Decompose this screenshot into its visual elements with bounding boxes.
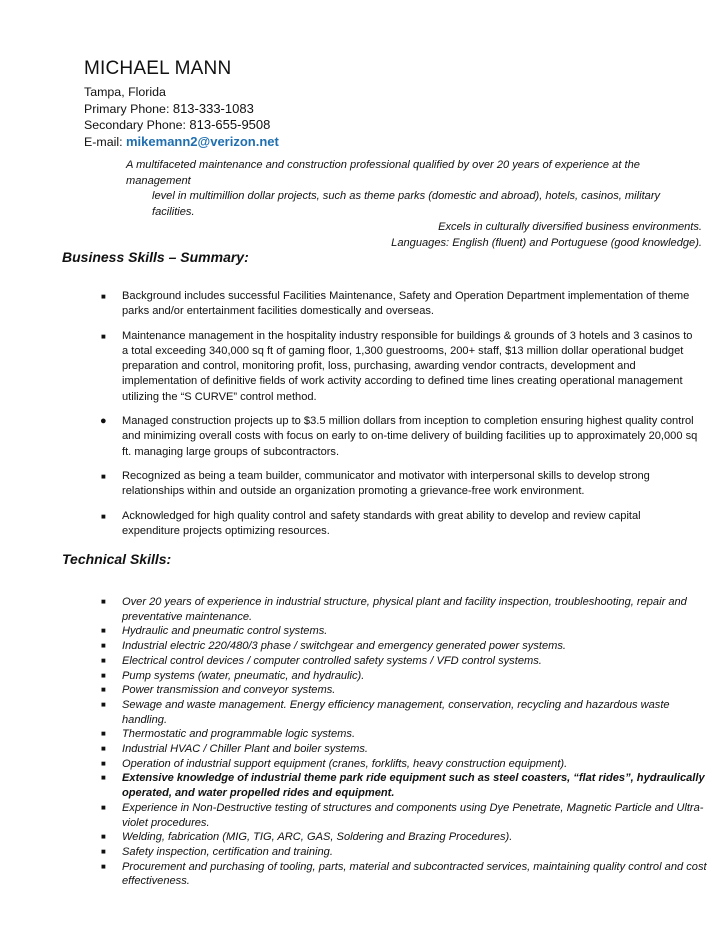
summary-line: level in multimillion dollar projects, such as theme parks (domestic and abroad), hotels, casinos, military facilities. bbox=[152, 190, 661, 218]
square-bullet-icon: ■ bbox=[101, 597, 106, 606]
list-item bbox=[0, 329, 700, 405]
list-item-text: Operation of industrial support equipment (cranes, forklifts, heavy construction equipment). bbox=[122, 757, 568, 770]
list-item-text: Maintenance management in the hospitality industry responsible for buildings & grounds of 3 hotels and 3 casinos to a total exceeding 340,000 sq ft of gaming floor, 1,300 guestrooms, 200+ staff, $13 million dollar operational budget preparation and control, monitoring profit, loss, purchasing, awarding vendor contracts, development and implementation of definitive fields of work activity according to defined time lines creating operational management utilizing the “S CURVE” control method. bbox=[122, 329, 693, 403]
list-item bbox=[0, 469, 700, 500]
square-bullet-icon: ■ bbox=[101, 685, 106, 695]
summary-languages: Languages: English (fluent) and Portuguese (good knowledge). bbox=[391, 236, 702, 249]
list-item bbox=[0, 860, 708, 889]
list-item-text: Background includes successful Facilities Maintenance, Safety and Operation Department implementation of theme parks and/or entertainment facilities domestically and overseas. bbox=[122, 290, 690, 318]
square-bullet-icon: ■ bbox=[101, 773, 106, 783]
list-item-text: Pump systems (water, pneumatic, and hydraulic). bbox=[122, 669, 365, 682]
square-bullet-icon: ■ bbox=[101, 846, 106, 856]
square-bullet-icon: ■ bbox=[101, 744, 106, 754]
list-item-text: Procurement and purchasing of tooling, parts, material and subcontracted services, maintaining quality control and cost effectiveness. bbox=[122, 860, 707, 888]
list-item-text: Extensive knowledge of industrial theme park ride equipment such as steel coasters, “flat rides”, hydraulically operated, and water propelled rides and equipment. bbox=[122, 772, 705, 800]
business-skills-list bbox=[0, 289, 700, 548]
list-item bbox=[0, 289, 700, 320]
square-bullet-icon: ■ bbox=[101, 802, 106, 812]
square-bullet-icon: ■ bbox=[101, 699, 106, 709]
list-item bbox=[0, 624, 708, 639]
list-item bbox=[0, 757, 708, 772]
list-item bbox=[0, 595, 708, 624]
summary-line: A multifaceted maintenance and construction professional qualified by over 20 years of experience at the management bbox=[126, 159, 640, 187]
secondary-phone-line bbox=[84, 117, 279, 134]
square-bullet-icon: ■ bbox=[101, 655, 106, 665]
square-bullet-icon: ■ bbox=[101, 331, 106, 341]
primary-phone-label: Primary Phone: bbox=[84, 101, 173, 116]
square-bullet-icon: ■ bbox=[101, 861, 106, 871]
list-item-text: Safety inspection, certification and training. bbox=[122, 845, 333, 858]
list-item bbox=[0, 830, 708, 845]
primary-phone-line bbox=[84, 101, 279, 118]
list-item-text: Industrial HVAC / Chiller Plant and boiler systems. bbox=[122, 743, 369, 756]
list-item bbox=[0, 509, 700, 540]
list-item bbox=[0, 727, 708, 742]
list-item-text: Electrical control devices / computer controlled safety systems / VFD control systems. bbox=[122, 654, 542, 667]
list-item bbox=[0, 669, 708, 684]
business-skills-heading: Business Skills – Summary: bbox=[62, 249, 249, 265]
list-item-text: Recognized as being a team builder, communicator and motivator with interpersonal skills to develop strong relationships within and outside an organization promoting a grievance-free work environment. bbox=[122, 469, 650, 498]
secondary-phone-label: Secondary Phone: bbox=[84, 118, 190, 132]
list-item-text: Industrial electric 220/480/3 phase / switchgear and emergency generated power systems. bbox=[122, 640, 566, 653]
technical-skills-list bbox=[0, 595, 708, 889]
square-bullet-icon: ■ bbox=[101, 471, 106, 481]
contact-header bbox=[84, 58, 279, 150]
list-item-text: Welding, fabrication (MIG, TIG, ARC, GAS, Soldering and Brazing Procedures). bbox=[122, 831, 513, 844]
email-label: E-mail: bbox=[84, 134, 126, 149]
list-item-text: Sewage and waste management. Energy efficiency management, conservation, recycling and hazardous waste handling. bbox=[122, 698, 670, 726]
summary-line: Excels in culturally diversified business environments. bbox=[438, 221, 702, 233]
list-item-text: Experience in Non-Destructive testing of structures and components using Dye Penetrate, Magnetic Particle and Ultra-violet procedures. bbox=[122, 801, 704, 829]
technical-skills-heading: Technical Skills: bbox=[62, 551, 172, 567]
square-bullet-icon: ■ bbox=[101, 292, 106, 301]
round-bullet-icon: ● bbox=[100, 415, 107, 428]
primary-phone: 813-333-1083 bbox=[172, 100, 254, 116]
list-item bbox=[0, 639, 708, 654]
list-item bbox=[0, 654, 708, 669]
list-item bbox=[0, 742, 708, 757]
list-item bbox=[0, 845, 708, 860]
list-item bbox=[0, 801, 708, 830]
location: Tampa, Florida bbox=[84, 85, 166, 99]
list-item-text: Over 20 years of experience in industrial structure, physical plant and facility inspection, troubleshooting, repair and preventative maintenance. bbox=[122, 596, 687, 623]
list-item bbox=[0, 698, 708, 727]
list-item-text: Acknowledged for high quality control and safety standards with great ability to develop and review capital expenditure projects optimizing resources. bbox=[122, 509, 641, 537]
square-bullet-icon: ■ bbox=[101, 758, 106, 768]
square-bullet-icon: ■ bbox=[101, 729, 106, 739]
email-line bbox=[84, 134, 279, 151]
list-item bbox=[0, 683, 708, 698]
square-bullet-icon: ■ bbox=[101, 641, 106, 651]
square-bullet-icon: ■ bbox=[101, 832, 106, 842]
candidate-name: MICHAEL MANN bbox=[84, 58, 232, 79]
list-item-text: Thermostatic and programmable logic systems. bbox=[122, 728, 356, 741]
secondary-phone: 813-655-9508 bbox=[189, 117, 271, 132]
list-item bbox=[0, 414, 700, 460]
list-item-text: Power transmission and conveyor systems. bbox=[122, 684, 336, 697]
square-bullet-icon: ■ bbox=[101, 511, 106, 521]
email-link[interactable]: mikemann2@verizon.net bbox=[126, 133, 279, 149]
list-item-text: Managed construction projects up to $3.5 million dollars from inception to completion ensuring highest quality control and minimizing overall costs with focus on early to on-time delivery of building facilities up to approximately 20,000 sq ft. managing large groups of subcontractors. bbox=[122, 415, 698, 458]
list-item bbox=[0, 771, 708, 800]
profile-summary bbox=[126, 158, 702, 251]
square-bullet-icon: ■ bbox=[101, 626, 106, 636]
list-item-text: Hydraulic and pneumatic control systems. bbox=[122, 625, 328, 638]
square-bullet-icon: ■ bbox=[101, 670, 106, 680]
